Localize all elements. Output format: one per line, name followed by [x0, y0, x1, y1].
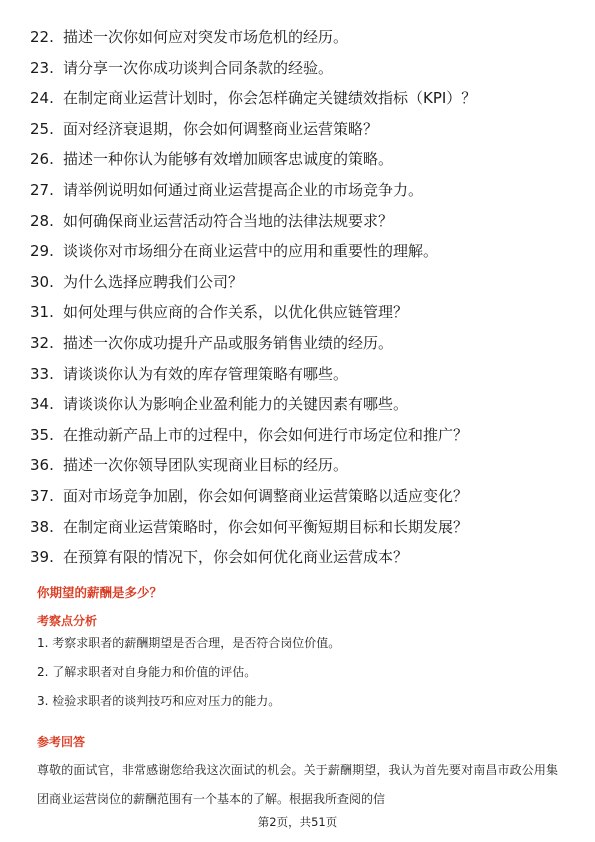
question-text: 面对经济衰退期，你会如何调整商业运营策略？	[63, 119, 379, 138]
question-number: 24.	[30, 89, 54, 108]
question-number: 23.	[30, 58, 54, 77]
question-item	[30, 485, 575, 516]
analysis-heading: 考察点分析	[37, 614, 98, 628]
question-number: 31.	[30, 303, 54, 322]
question-item	[30, 363, 575, 394]
question-text: 描述一次你如何应对突发市场危机的经历。	[63, 28, 349, 46]
question-number: 27.	[30, 180, 54, 199]
question-text: 谈谈你对市场细分在商业运营中的应用和重要性的理解。	[63, 242, 439, 261]
analysis-point: 3. 检验求职者的谈判技巧和应对压力的能力。	[37, 694, 281, 708]
question-number: 35.	[30, 425, 54, 444]
question-item	[30, 454, 575, 485]
question-item	[30, 424, 575, 455]
question-text: 描述一种你认为能够有效增加顾客忠诚度的策略。	[63, 150, 394, 169]
question-item	[30, 240, 575, 271]
question-text: 描述一次你成功提升产品或服务销售业绩的经历。	[63, 333, 394, 352]
question-item	[30, 179, 575, 210]
question-text: 在推动新产品上市的过程中，你会如何进行市场定位和推广？	[63, 425, 469, 444]
question-item	[30, 332, 575, 363]
question-item	[30, 57, 575, 88]
question-text: 在制定商业运营策略时，你会如何平衡短期目标和长期发展？	[63, 517, 469, 536]
question-number: 38.	[30, 517, 54, 536]
analysis-point: 2. 了解求职者对自身能力和价值的评估。	[37, 665, 257, 679]
question-text: 请谈谈你认为影响企业盈利能力的关键因素有哪些。	[63, 395, 409, 414]
question-item	[30, 393, 575, 424]
question-item	[30, 301, 575, 332]
question-item	[30, 271, 575, 302]
question-text: 描述一次你领导团队实现商业目标的经历。	[63, 456, 349, 475]
page-footer: 第2页，共51页	[257, 815, 338, 829]
question-item	[30, 546, 575, 577]
question-text: 请谈谈你认为有效的库存管理策略有哪些。	[63, 364, 349, 383]
question-number: 39.	[30, 548, 54, 567]
question-number: 25.	[30, 119, 54, 138]
question-number: 32.	[30, 333, 54, 352]
question-number: 37.	[30, 486, 54, 505]
question-item	[30, 148, 575, 179]
question-number: 36.	[30, 456, 54, 475]
question-number: 30.	[30, 272, 54, 291]
question-number: 34.	[30, 395, 54, 414]
question-text: 在预算有限的情况下，你会如何优化商业运营成本？	[63, 548, 409, 567]
question-item	[30, 26, 575, 57]
question-number: 28.	[30, 211, 54, 230]
answer-heading: 参考回答	[37, 735, 86, 749]
question-text: 请举例说明如何通过商业运营提高企业的市场竞争力。	[63, 180, 424, 199]
question-text: 为什么选择应聘我们公司？	[63, 272, 244, 291]
analysis-point: 1. 考察求职者的薪酬期望是否合理，是否符合岗位价值。	[37, 636, 341, 650]
question-text: 如何确保商业运营活动符合当地的法律法规要求？	[63, 211, 394, 230]
question-item	[30, 210, 575, 241]
question-number: 29.	[30, 242, 54, 261]
question-text: 请分享一次你成功谈判合同条款的经验。	[63, 58, 334, 77]
question-text: 在制定商业运营计划时，你会怎样确定关键绩效指标（KPI）？	[63, 89, 477, 108]
question-item	[30, 118, 575, 149]
question-list	[30, 26, 575, 577]
answer-paragraph: 尊敬的面试官，非常感谢您给我这次面试的机会。关于薪酬期望，我认为首先要对南昌市政公用集团商业运营岗位的薪酬范围有一个基本的了解。根据我所查阅的信	[37, 763, 558, 806]
question-item	[30, 516, 575, 547]
question-text: 面对市场竞争加剧，你会如何调整商业运营策略以适应变化？	[63, 486, 469, 505]
question-item	[30, 87, 575, 118]
analysis-points	[37, 634, 340, 721]
question-text: 如何处理与供应商的合作关系，以优化供应链管理？	[63, 303, 409, 322]
question-number: 33.	[30, 364, 54, 383]
question-heading: 你期望的薪酬是多少？	[37, 585, 163, 600]
question-number: 22.	[30, 28, 54, 46]
question-number: 26.	[30, 150, 54, 169]
